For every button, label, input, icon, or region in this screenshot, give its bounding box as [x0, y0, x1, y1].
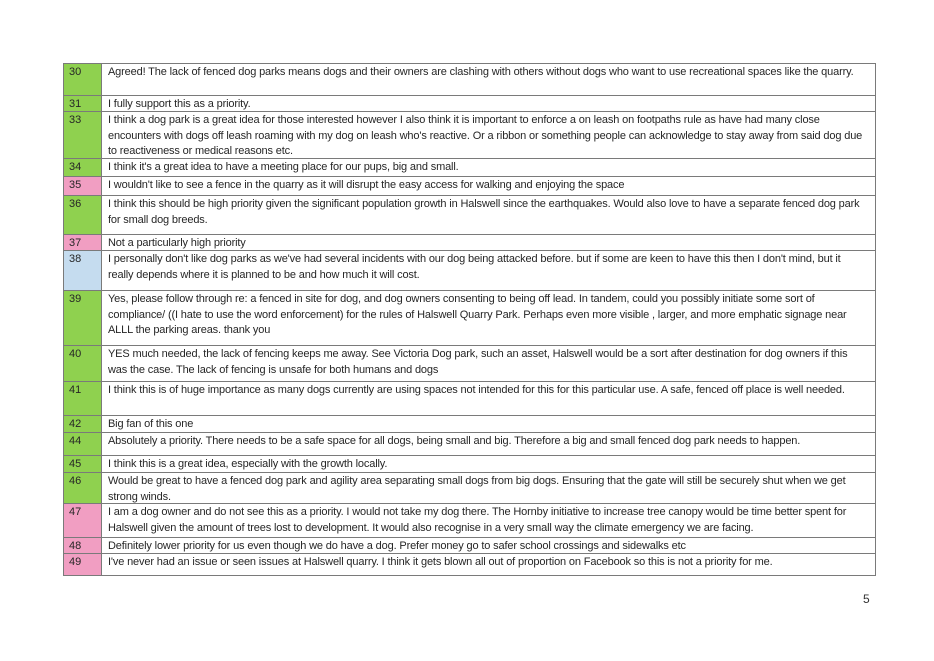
row-id-cell: 37 — [64, 235, 102, 250]
row-id-cell: 30 — [64, 64, 102, 95]
comment-cell: I think it's a great idea to have a meeting place for our pups, big and small. — [108, 161, 459, 173]
table-row — [64, 159, 875, 177]
row-id-cell: 39 — [64, 291, 102, 345]
page-number: 5 — [863, 592, 870, 606]
table-row — [64, 291, 875, 346]
row-id-cell: 45 — [64, 456, 102, 472]
row-id-cell: 42 — [64, 416, 102, 432]
table-row — [64, 504, 875, 538]
row-id-cell: 49 — [64, 554, 102, 575]
comment-cell: I fully support this as a priority. — [108, 98, 251, 110]
table-row — [64, 382, 875, 416]
row-id-cell: 48 — [64, 538, 102, 553]
comment-cell: I think this should be high priority given the significant population growth in Halswell since the earthquakes. Would also love to have a separate fenced dog park for small dog breeds. — [108, 198, 860, 226]
table-row — [64, 64, 875, 96]
row-id-cell: 35 — [64, 177, 102, 195]
table-row — [64, 473, 875, 504]
table-row — [64, 346, 875, 382]
row-id-cell: 31 — [64, 96, 102, 111]
table-row — [64, 96, 875, 112]
table-row — [64, 235, 875, 251]
row-id-cell: 34 — [64, 159, 102, 176]
comment-cell: I think this is a great idea, especially with the growth locally. — [108, 458, 388, 470]
table-row — [64, 433, 875, 456]
row-id-cell: 41 — [64, 382, 102, 415]
table-row — [64, 112, 875, 159]
comment-cell: I wouldn't like to see a fence in the quarry as it will disrupt the easy access for walking and enjoying the space — [108, 179, 625, 191]
comment-cell: Not a particularly high priority — [108, 237, 246, 249]
comment-cell: Agreed! The lack of fenced dog parks means dogs and their owners are clashing with others without dogs who want to use recreational spaces like the quarry. — [108, 66, 854, 78]
comment-cell: Yes, please follow through re: a fenced in site for dog, and dog owners consenting to being off lead. In tandem, could you possibly initiate some sort of compliance/ ((I hate to use the word enforcement) for the rules of Halswell Quarry Park. Perhaps even more visible , larger, and more emphatic signage near ALLL the parking areas. thank you — [108, 293, 847, 336]
comment-cell: I think this is of huge importance as many dogs currently are using spaces not intended for this for this particular use. A safe, fenced off place is well needed. — [108, 384, 845, 396]
comment-cell: I personally don't like dog parks as we've had several incidents with our dog being attacked before. but if some are keen to have this then I don't mind, but it really depends where it is planned to be and how much it will cost. — [108, 253, 841, 281]
table-row — [64, 196, 875, 235]
comment-cell: Big fan of this one — [108, 418, 194, 430]
comment-cell: Would be great to have a fenced dog park and agility area separating small dogs from big dogs. Ensuring that the gate will still be securely shut when we get strong winds. — [108, 475, 846, 503]
row-id-cell: 44 — [64, 433, 102, 455]
table-row — [64, 554, 875, 576]
comment-cell: I am a dog owner and do not see this as a priority. I would not take my dog there. The Hornby initiative to increase tree canopy would be time better spent for Halswell given the amount of trees lost to development. It would also recognise in a very small way the climate emergency we are facing. — [108, 506, 847, 534]
row-id-cell: 38 — [64, 251, 102, 290]
comment-cell: Absolutely a priority. There needs to be a safe space for all dogs, being small and big. Therefore a big and small fenced dog park needs to happen. — [108, 435, 801, 447]
comment-cell: Definitely lower priority for us even though we do have a dog. Prefer money go to safer school crossings and sidewalks etc — [108, 540, 686, 552]
row-id-cell: 46 — [64, 473, 102, 503]
table-row — [64, 456, 875, 473]
comment-cell: I think a dog park is a great idea for those interested however I also think it is important to enforce a on leash on footpaths rule as have had many close encounters with dogs off leash roaming with my dog on leash who's reactive. Or a ribbon or something people can acknowledge to stay away from said dog due to reactiveness or medical reasons etc. — [108, 114, 863, 157]
table-row — [64, 177, 875, 196]
feedback-table — [63, 63, 876, 576]
row-id-cell: 47 — [64, 504, 102, 537]
table-row — [64, 538, 875, 554]
row-id-cell: 33 — [64, 112, 102, 158]
comment-cell: I've never had an issue or seen issues at Halswell quarry. I think it gets blown all out of proportion on Facebook so this is not a priority for me. — [108, 556, 773, 568]
table-row — [64, 251, 875, 291]
row-id-cell: 40 — [64, 346, 102, 381]
row-id-cell: 36 — [64, 196, 102, 234]
table-row — [64, 416, 875, 433]
comment-cell: YES much needed, the lack of fencing keeps me away. See Victoria Dog park, such an asset, Halswell would be a sort after destination for dog owners if this was the case. The lack of fencing is unsafe for both humans and dogs — [108, 348, 848, 376]
